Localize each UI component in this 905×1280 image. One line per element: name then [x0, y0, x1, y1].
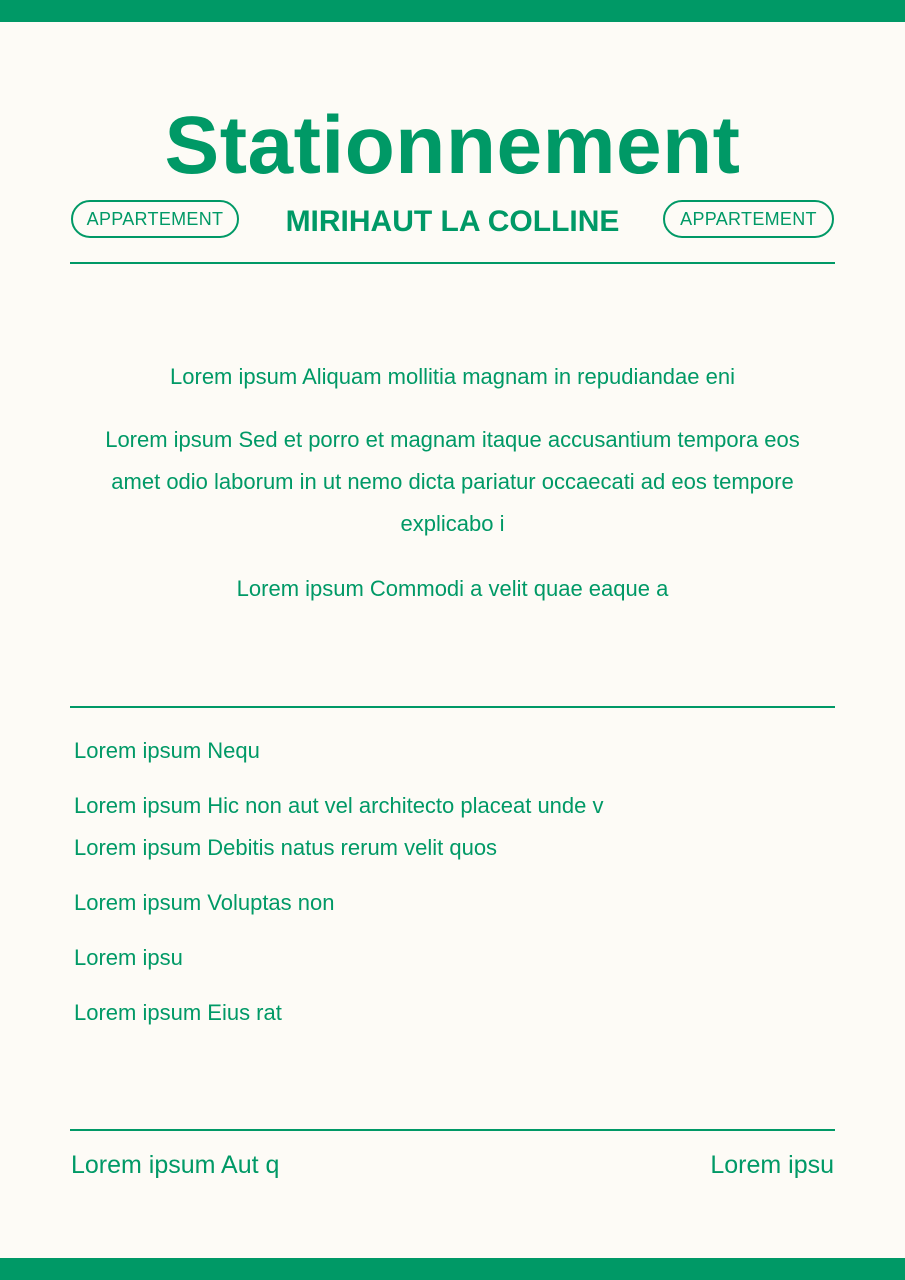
page-title: Stationnement — [164, 100, 741, 191]
list-item: Lorem ipsu — [74, 945, 183, 970]
footer-left-text: Lorem ipsum Aut q — [71, 1151, 280, 1179]
intro-paragraph-2: Lorem ipsum Sed et porro et magnam itaque accusantium tempora eos amet odio laborum in ut nemo dicta pariatur occaecati ad eos tempore explicabo i — [105, 427, 800, 536]
tag-pill-left: APPARTEMENT — [71, 200, 239, 238]
intro-paragraph-3: Lorem ipsum Commodi a velit quae eaque a — [236, 576, 669, 601]
page-subtitle: MIRIHAUT LA COLLINE — [285, 205, 620, 238]
list-item: Lorem ipsum Eius rat — [74, 1000, 282, 1025]
list-item: Lorem ipsum Debitis natus rerum velit quos — [74, 835, 498, 860]
list-item: Lorem ipsum Nequ — [74, 738, 260, 763]
divider-middle — [70, 706, 835, 708]
intro-paragraph-1: Lorem ipsum Aliquam mollitia magnam in repudiandae eni — [170, 364, 735, 389]
top-accent-bar — [0, 0, 905, 22]
list-item: Lorem ipsum Voluptas non — [74, 890, 335, 915]
divider-bottom — [70, 1129, 835, 1131]
footer-right-text: Lorem ipsu — [710, 1151, 834, 1179]
divider-top — [70, 262, 835, 264]
bottom-accent-bar — [0, 1258, 905, 1280]
tag-pill-right: APPARTEMENT — [663, 200, 834, 238]
list-item: Lorem ipsum Hic non aut vel architecto placeat unde v — [74, 793, 604, 818]
